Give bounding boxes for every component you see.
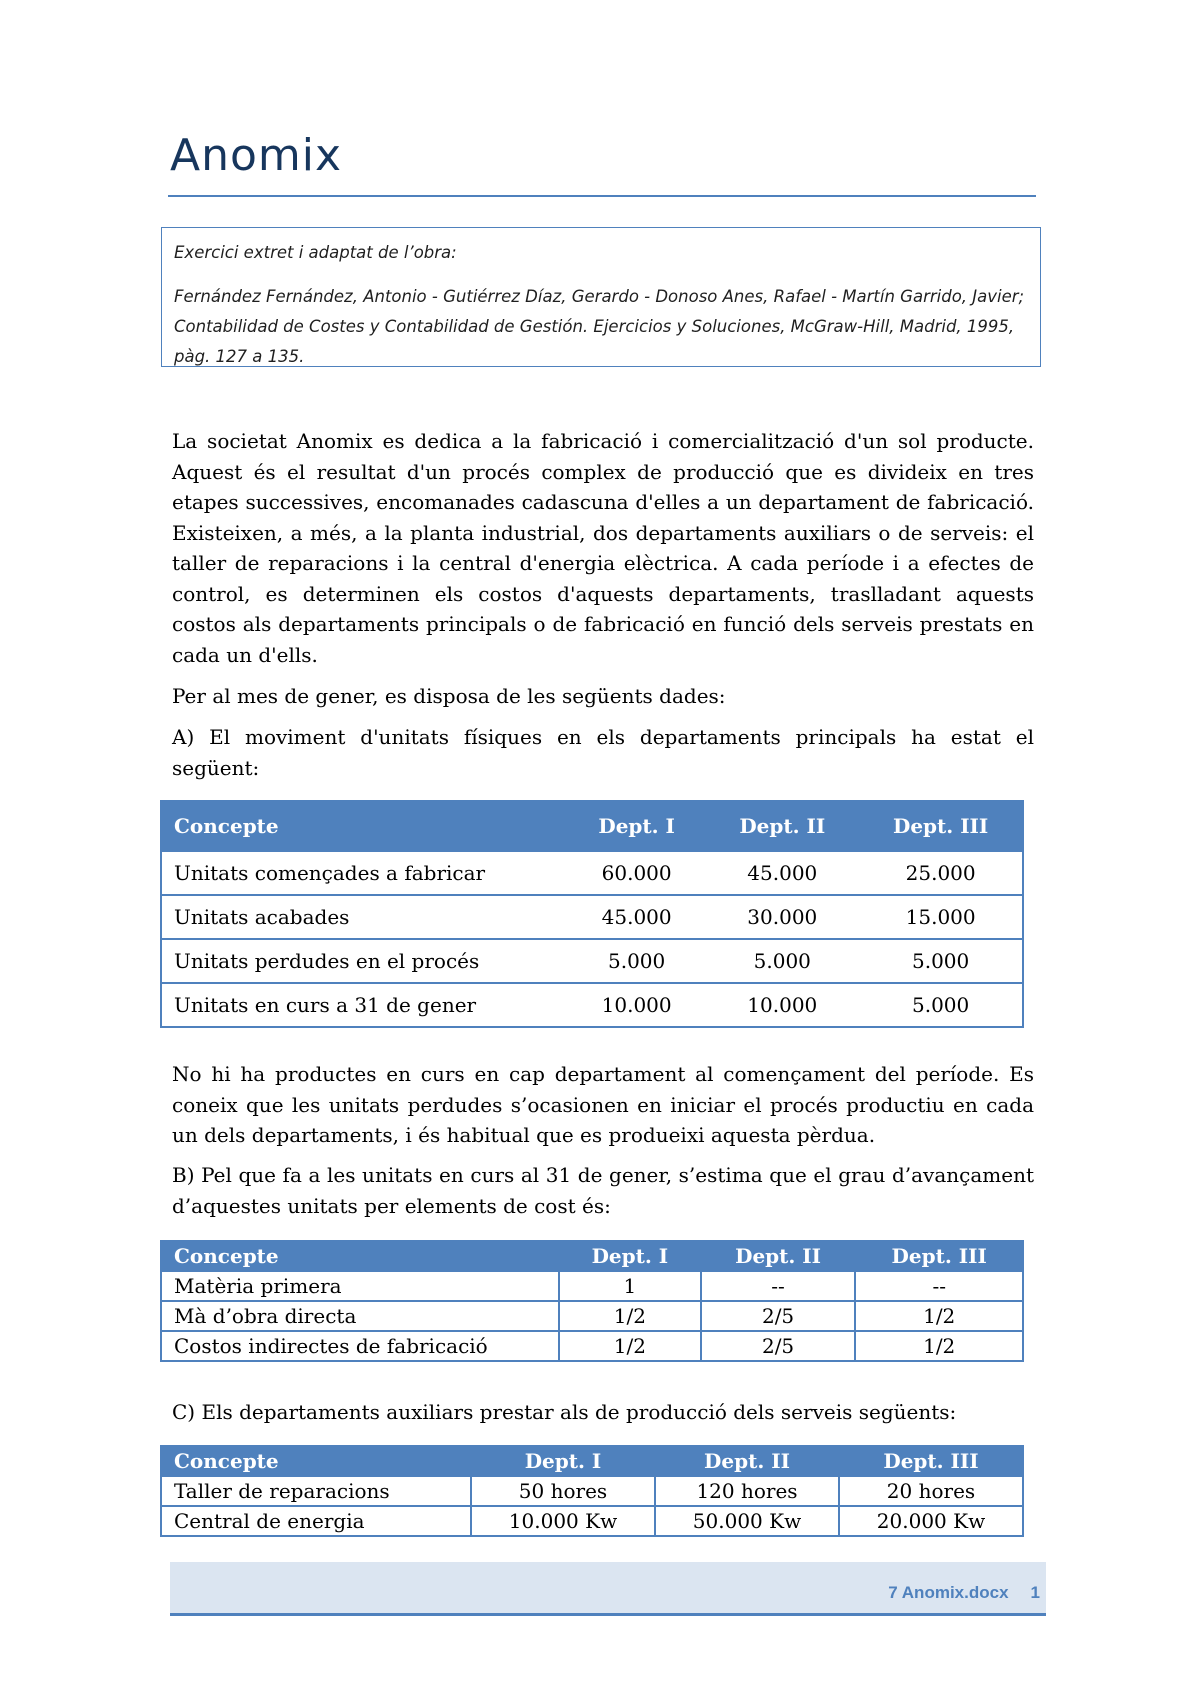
cell-value: 5.000 (706, 939, 858, 983)
footer-rule (170, 1613, 1046, 1616)
progress-table (160, 1240, 1024, 1362)
cell-value: 5.000 (858, 983, 1023, 1027)
header-dept-3: Dept. III (858, 801, 1023, 851)
section-a-paragraph: A) El moviment d'unitats físiques en els departaments principals ha estat el següent: (172, 725, 1034, 780)
cell-value: 45.000 (567, 895, 706, 939)
reference-intro: Exercici extret i adaptat de l’obra: (174, 243, 457, 262)
footer-filename: 7 Anomix.docx (888, 1583, 1009, 1602)
page-footer (888, 1583, 1040, 1603)
table-row (161, 1331, 1023, 1361)
row-label: Matèria primera (161, 1271, 559, 1301)
row-label: Unitats començades a fabricar (161, 851, 567, 895)
table-row (161, 1301, 1023, 1331)
units-table (160, 800, 1024, 1028)
document-title: Anomix (170, 130, 343, 181)
cell-value: 1/2 (855, 1301, 1023, 1331)
cell-value: 2/5 (701, 1331, 856, 1361)
table-header-row (161, 1446, 1023, 1476)
cell-value: 5.000 (858, 939, 1023, 983)
cell-value: 10.000 Kw (471, 1506, 655, 1536)
section-b-paragraph: B) Pel que fa a les unitats en curs al 31 de gener, s’estima que el grau d’avançament d’aquestes unitats per elements de cost és: (172, 1163, 1034, 1218)
table-row (161, 851, 1023, 895)
no-wip-paragraph: No hi ha productes en curs en cap departament al començament del període. Es coneix que les unitats perdudes s’ocasionen en iniciar el procés productiu en cada un dels departaments, i és habitual que es produeixi aquesta pèrdua. (172, 1062, 1034, 1147)
reference-box (161, 227, 1041, 367)
header-dept-1: Dept. I (471, 1446, 655, 1476)
header-dept-2: Dept. II (655, 1446, 839, 1476)
cell-value: 20 hores (839, 1476, 1023, 1506)
header-dept-3: Dept. III (839, 1446, 1023, 1476)
title-underline (168, 195, 1036, 197)
cell-value: 50.000 Kw (655, 1506, 839, 1536)
table-row (161, 1476, 1023, 1506)
header-dept-1: Dept. I (559, 1241, 701, 1271)
page-number: 1 (1030, 1583, 1040, 1602)
header-dept-1: Dept. I (567, 801, 706, 851)
cell-value: 15.000 (858, 895, 1023, 939)
cell-value: 1/2 (559, 1301, 701, 1331)
header-concept: Concepte (161, 1241, 559, 1271)
table-row (161, 895, 1023, 939)
row-label: Unitats perdudes en el procés (161, 939, 567, 983)
table-row (161, 939, 1023, 983)
cell-value: 25.000 (858, 851, 1023, 895)
header-concept: Concepte (161, 1446, 471, 1476)
header-concept: Concepte (161, 801, 567, 851)
cell-value: 60.000 (567, 851, 706, 895)
row-label: Unitats acabades (161, 895, 567, 939)
table-row (161, 1506, 1023, 1536)
cell-value: 10.000 (706, 983, 858, 1027)
row-label: Central de energia (161, 1506, 471, 1536)
cell-value: 120 hores (655, 1476, 839, 1506)
header-dept-2: Dept. II (706, 801, 858, 851)
cell-value: -- (701, 1271, 856, 1301)
january-paragraph: Per al mes de gener, es disposa de les següents dades: (172, 684, 726, 708)
cell-value: 30.000 (706, 895, 858, 939)
cell-value: 5.000 (567, 939, 706, 983)
cell-value: 1/2 (855, 1331, 1023, 1361)
cell-value: 20.000 Kw (839, 1506, 1023, 1536)
row-label: Unitats en curs a 31 de gener (161, 983, 567, 1027)
section-c-paragraph: C) Els departaments auxiliars prestar als de producció dels serveis següents: (172, 1400, 957, 1424)
header-dept-3: Dept. III (855, 1241, 1023, 1271)
header-dept-2: Dept. II (701, 1241, 856, 1271)
table-header-row (161, 1241, 1023, 1271)
row-label: Costos indirectes de fabricació (161, 1331, 559, 1361)
cell-value: 45.000 (706, 851, 858, 895)
table-row (161, 1271, 1023, 1301)
cell-value: 1 (559, 1271, 701, 1301)
table-row (161, 983, 1023, 1027)
cell-value: 10.000 (567, 983, 706, 1027)
table-header-row (161, 801, 1023, 851)
cell-value: 2/5 (701, 1301, 856, 1331)
intro-paragraph: La societat Anomix es dedica a la fabricació i comercialització d'un sol producte. Aquest és el resultat d'un procés complex de producció que es divideix en tres etapes successives, encomanades cadascuna d'elles a un departament de fabricació. Existeixen, a més, a la planta industrial, dos departaments auxiliars o de serveis: el taller de reparacions i la central d'energia elèctrica. A cada període i a efectes de control, es determinen els costos d'aquests departaments, traslladant aquests costos als departaments principals o de fabricació en funció dels serveis prestats en cada un d'ells. (172, 429, 1034, 667)
services-table (160, 1445, 1024, 1537)
row-label: Taller de reparacions (161, 1476, 471, 1506)
cell-value: 50 hores (471, 1476, 655, 1506)
row-label: Mà d’obra directa (161, 1301, 559, 1331)
cell-value: 1/2 (559, 1331, 701, 1361)
reference-citation: Fernández Fernández, Antonio - Gutiérrez Díaz, Gerardo - Donoso Anes, Rafael - Martín Garrido, Javier; Contabilidad de Costes y Contabilidad de Gestión. Ejercicios y Soluciones, McGraw-Hill, Madrid, 1995, pàg. 127 a 135. (174, 287, 1025, 366)
cell-value: -- (855, 1271, 1023, 1301)
